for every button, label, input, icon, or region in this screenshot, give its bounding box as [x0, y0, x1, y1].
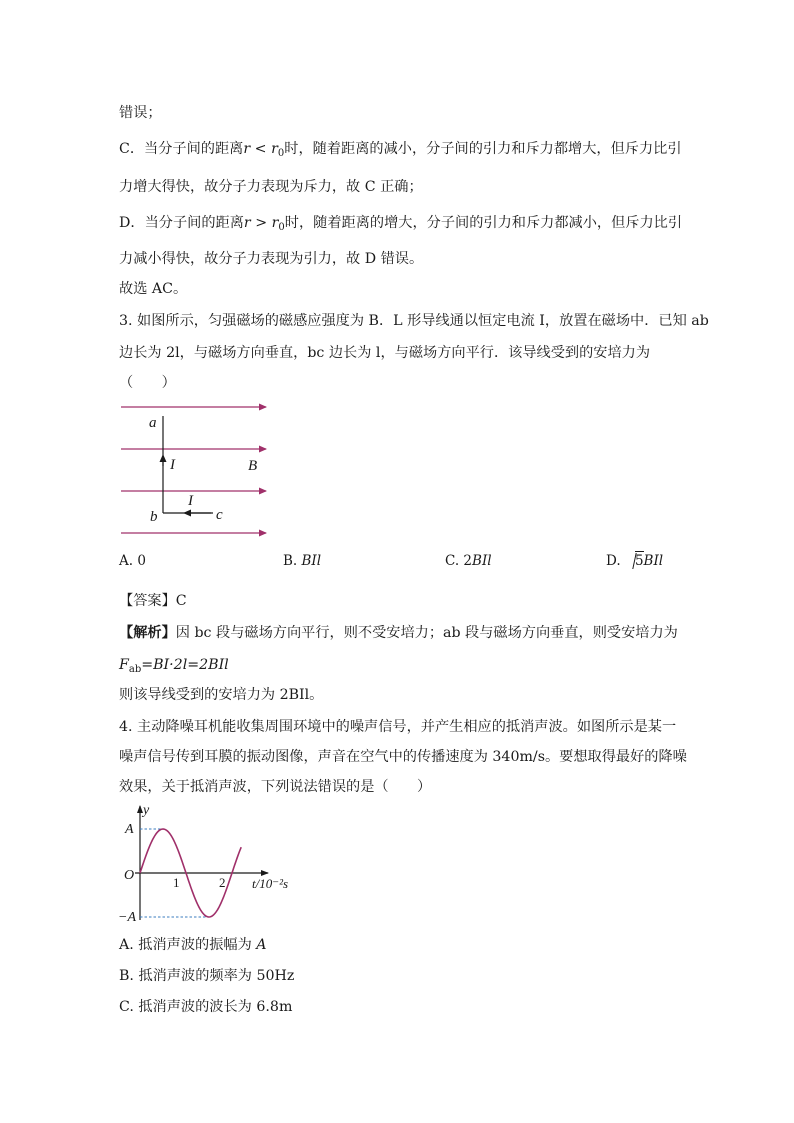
tick-label-1: 1 — [173, 875, 180, 890]
label-a: a — [149, 415, 157, 431]
question-4-text: 效果，关于抵消声波，下列说法错误的是（ ） — [119, 779, 432, 795]
option-b[interactable]: B. BIl — [283, 553, 322, 569]
tick-label-2: 2 — [219, 875, 226, 890]
question-3-text: 边长为 2l，与磁场方向垂直，bc 边长为 l，与磁场方向平行．该导线受到的安培力为 — [119, 345, 651, 361]
formula-line: $F_{ab}=BI\cdot 2l=2BIl$ — [119, 657, 229, 675]
label-b: b — [150, 509, 158, 525]
origin-label: O — [124, 868, 135, 883]
question-4-text: 噪声信号传到耳膜的振动图像，声音在空气中的传播速度为 340m/s。要想取得最好的降噪 — [119, 749, 687, 765]
tick-label-negA: −A — [118, 910, 136, 925]
label-B: B — [248, 458, 258, 474]
text-line: 力减小得快，故分子力表现为引力，故 D 错误。 — [119, 251, 424, 267]
question-4-text: 4. 主动降噪耳机能收集周围环境中的噪声信号，并产生相应的抵消声波。如图所示是某一 — [119, 719, 677, 735]
sqrt-symbol: 5 — [625, 551, 644, 571]
question-3-text: （ ） — [119, 375, 176, 391]
analysis-line: 【解析】因 bc 段与磁场方向平行，则不受安培力；ab 段与磁场方向垂直，则受安培力为 — [119, 625, 678, 641]
answer-line: 【答案】C — [119, 593, 187, 609]
magnetic-field-figure — [115, 398, 275, 543]
option-d[interactable]: D. 5BIl — [606, 553, 664, 569]
label-y: y — [143, 803, 150, 818]
option-a[interactable]: A. 抵消声波的振幅为 A — [119, 937, 267, 953]
text-line: 故选 AC。 — [119, 281, 188, 297]
option-a[interactable]: A. 0 — [119, 553, 146, 569]
text-line: 力增大得快，故分子力表现为斥力，故 C 正确； — [119, 179, 423, 195]
vibration-graph — [115, 800, 310, 930]
label-current-bc: I — [188, 493, 193, 509]
tick-label-A: A — [125, 822, 134, 837]
question-3-text: 3. 如图所示，匀强磁场的磁感应强度为 B．L 形导线通以恒定电流 I，放置在磁场中．已知 ab — [119, 313, 709, 329]
option-c[interactable]: C. 抵消声波的波长为 6.8m — [119, 999, 293, 1015]
text-line: D．当分子间的距离$r > r_0$时，随着距离的增大，分子间的引力和斥力都减小，但斥力比引 — [119, 215, 683, 233]
option-c[interactable]: C. 2BIl — [445, 553, 492, 569]
conclusion-line: 则该导线受到的安培力为 2BIl。 — [119, 687, 324, 703]
text-line: C．当分子间的距离$r < r_0$时，随着距离的减小，分子间的引力和斥力都增大，但斥力比引 — [119, 141, 682, 159]
label-c: c — [216, 507, 223, 523]
label-current-ab: I — [170, 457, 175, 473]
text-line: 错误； — [119, 105, 162, 121]
t-axis-label: t/10⁻²s — [252, 876, 289, 891]
option-b[interactable]: B. 抵消声波的频率为 50Hz — [119, 968, 295, 984]
